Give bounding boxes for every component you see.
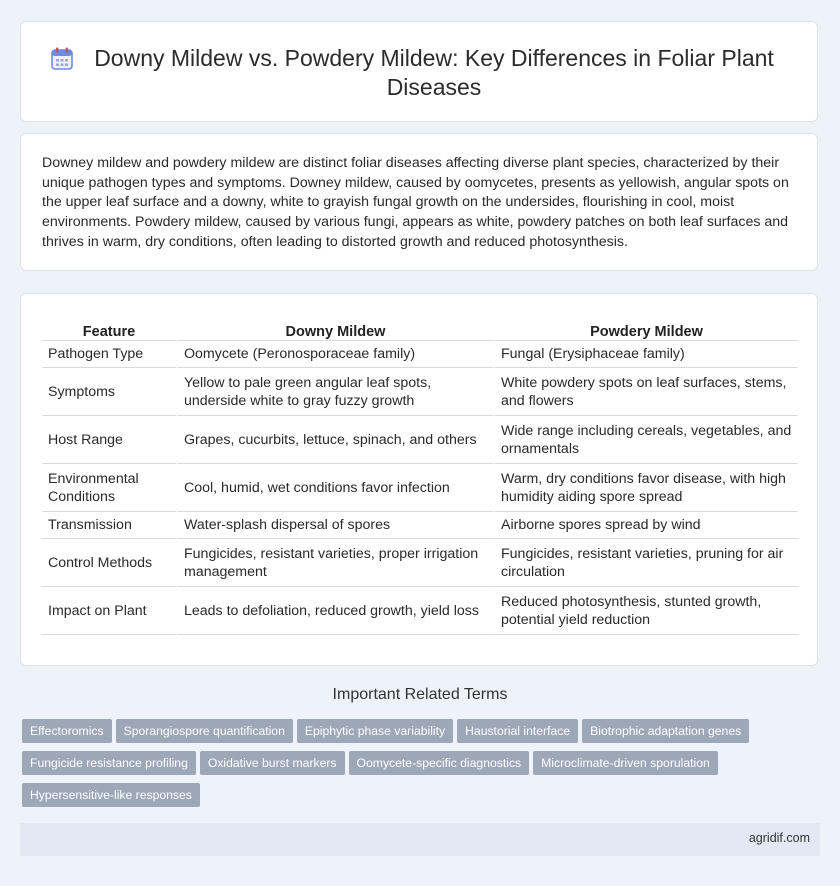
column-header-feature: Feature xyxy=(42,315,176,341)
footer xyxy=(20,823,820,856)
intro-card xyxy=(20,133,818,271)
row-downy: Cool, humid, wet conditions favor infection xyxy=(176,464,493,512)
table-row xyxy=(42,416,798,464)
comparison-table xyxy=(42,315,798,635)
row-powdery: Fungicides, resistant varieties, pruning for air circulation xyxy=(493,539,798,587)
related-terms-list xyxy=(22,719,822,815)
row-feature: Impact on Plant xyxy=(42,587,176,635)
row-downy: Fungicides, resistant varieties, proper irrigation management xyxy=(176,539,493,587)
footer-site-link[interactable]: agridif.com xyxy=(748,831,810,845)
row-powdery: Wide range including cereals, vegetables, and ornamentals xyxy=(493,416,798,464)
row-downy: Yellow to pale green angular leaf spots, underside white to gray fuzzy growth xyxy=(176,368,493,416)
row-downy: Grapes, cucurbits, lettuce, spinach, and others xyxy=(176,416,493,464)
related-term-tag[interactable]: Fungicide resistance profiling xyxy=(22,751,196,775)
table-row xyxy=(42,368,798,416)
row-powdery: Warm, dry conditions favor disease, with high humidity aiding spore spread xyxy=(493,464,798,512)
column-header-powdery: Powdery Mildew xyxy=(493,315,798,341)
row-powdery: Reduced photosynthesis, stunted growth, potential yield reduction xyxy=(493,587,798,635)
related-term-tag[interactable]: Haustorial interface xyxy=(457,719,578,743)
intro-paragraph: Downey mildew and powdery mildew are distinct foliar diseases affecting diverse plant species, characterized by their unique pathogen types and symptoms. Downey mildew, caused by oomycetes, presents as yellowish, angular spots on the upper leaf surface and a downy, white to grayish fungal growth on the undersides, flourishing in cool, moist environments. Powdery mildew, caused by various fungi, appears as white, powdery patches on both leaf surfaces and thrives in warm, dry conditions, often leading to distorted growth and reduced photosynthesis. xyxy=(42,155,789,250)
related-term-tag[interactable]: Effectoromics xyxy=(22,719,112,743)
related-terms-title: Important Related Terms xyxy=(332,686,508,703)
row-powdery: Fungal (Erysiphaceae family) xyxy=(493,341,798,368)
row-powdery: White powdery spots on leaf surfaces, stems, and flowers xyxy=(493,368,798,416)
table-row xyxy=(42,539,798,587)
row-downy: Water-splash dispersal of spores xyxy=(176,512,493,539)
comparison-card xyxy=(20,293,818,666)
row-powdery: Airborne spores spread by wind xyxy=(493,512,798,539)
row-feature: Host Range xyxy=(42,416,176,464)
row-feature: Environmental Conditions xyxy=(42,464,176,512)
row-feature: Symptoms xyxy=(42,368,176,416)
row-feature: Control Methods xyxy=(42,539,176,587)
related-term-tag[interactable]: Hypersensitive-like responses xyxy=(22,783,200,807)
related-term-tag[interactable]: Sporangiospore quantification xyxy=(116,719,293,743)
related-term-tag[interactable]: Oomycete-specific diagnostics xyxy=(349,751,530,775)
header-card xyxy=(20,21,818,122)
table-row xyxy=(42,587,798,635)
table-header-row xyxy=(42,315,798,341)
table-row xyxy=(42,464,798,512)
page-title: Downy Mildew vs. Powdery Mildew: Key Differences in Foliar Plant Diseases xyxy=(94,45,774,100)
row-feature: Transmission xyxy=(42,512,176,539)
row-downy: Oomycete (Peronosporaceae family) xyxy=(176,341,493,368)
related-term-tag[interactable]: Microclimate-driven sporulation xyxy=(533,751,718,775)
related-term-tag[interactable]: Biotrophic adaptation genes xyxy=(582,719,749,743)
row-downy: Leads to defoliation, reduced growth, yield loss xyxy=(176,587,493,635)
table-row xyxy=(42,512,798,539)
related-term-tag[interactable]: Oxidative burst markers xyxy=(200,751,345,775)
table-row xyxy=(42,341,798,368)
row-feature: Pathogen Type xyxy=(42,341,176,368)
related-term-tag[interactable]: Epiphytic phase variability xyxy=(297,719,453,743)
column-header-downy: Downy Mildew xyxy=(176,315,493,341)
